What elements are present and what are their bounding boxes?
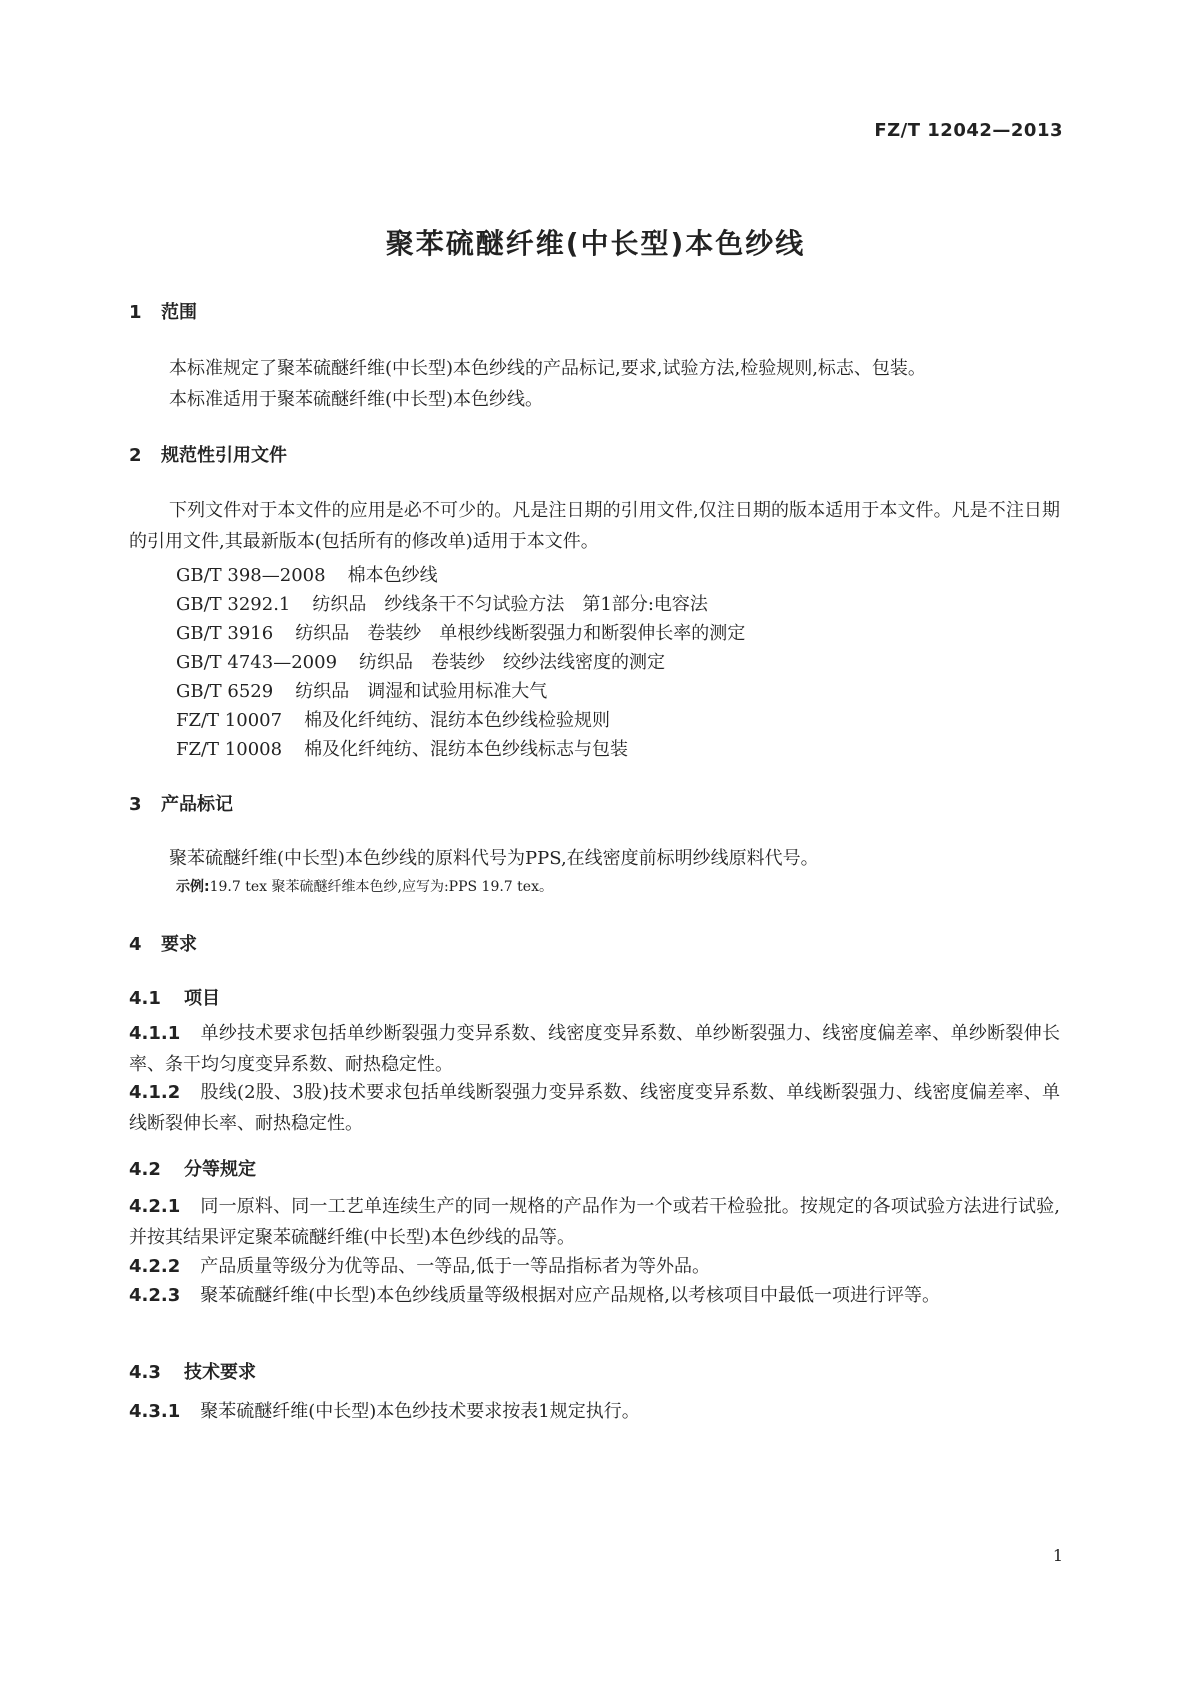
subsection-4-3-heading bbox=[129, 1358, 256, 1384]
reference-title: 纺织品 卷装纱 绞纱法线密度的测定 bbox=[359, 652, 666, 673]
clause-number: 4.2.2 bbox=[129, 1256, 181, 1277]
clause-number: 4.2.3 bbox=[129, 1285, 181, 1306]
reference-item bbox=[176, 648, 665, 674]
clause-4-1-2 bbox=[129, 1077, 1060, 1139]
reference-code: FZ/T 10008 bbox=[176, 739, 283, 760]
reference-item bbox=[176, 706, 610, 732]
section-title: 要求 bbox=[161, 934, 197, 955]
section-3-paragraph: 聚苯硫醚纤维(中长型)本色纱线的原料代号为PPS,在线密度前标明纱线原料代号。 bbox=[169, 848, 819, 869]
section-1-heading bbox=[129, 298, 197, 324]
standard-code: FZ/T 12042—2013 bbox=[874, 120, 1063, 141]
section-number: 4 bbox=[129, 934, 142, 955]
clause-4-2-3 bbox=[129, 1280, 1060, 1311]
section-title: 范围 bbox=[161, 302, 197, 323]
reference-item bbox=[176, 735, 628, 761]
reference-code: GB/T 398—2008 bbox=[176, 565, 326, 586]
section-2-intro: 下列文件对于本文件的应用是必不可少的。凡是注日期的引用文件,仅注日期的版本适用于本文件。凡是不注日期的引用文件,其最新版本(包括所有的修改单)适用于本文件。 bbox=[129, 500, 1060, 552]
subsection-title: 项目 bbox=[184, 988, 220, 1009]
reference-title: 棉本色纱线 bbox=[347, 565, 438, 586]
clause-text: 股线(2股、3股)技术要求包括单线断裂强力变异系数、线密度变异系数、单线断裂强力、线密度偏差率、单线断裂伸长率、耐热稳定性。 bbox=[129, 1082, 1060, 1134]
section-1-paragraph-1: 本标准规定了聚苯硫醚纤维(中长型)本色纱线的产品标记,要求,试验方法,检验规则,标志、包装。 bbox=[169, 358, 926, 379]
example-note bbox=[176, 876, 553, 896]
clause-number: 4.1.1 bbox=[129, 1023, 181, 1044]
reference-code: GB/T 3916 bbox=[176, 623, 274, 644]
reference-item bbox=[176, 561, 438, 587]
reference-item bbox=[176, 590, 708, 616]
clause-text: 聚苯硫醚纤维(中长型)本色纱线质量等级根据对应产品规格,以考核项目中最低一项进行评等。 bbox=[200, 1285, 941, 1306]
subsection-number: 4.2 bbox=[129, 1159, 161, 1180]
reference-title: 纺织品 卷装纱 单根纱线断裂强力和断裂伸长率的测定 bbox=[295, 623, 746, 644]
reference-code: GB/T 4743—2009 bbox=[176, 652, 338, 673]
clause-4-1-1 bbox=[129, 1018, 1060, 1080]
example-text: 19.7 tex 聚苯硫醚纤维本色纱,应写为:PPS 19.7 tex。 bbox=[209, 879, 553, 895]
section-4-heading bbox=[129, 930, 197, 956]
reference-item bbox=[176, 677, 547, 703]
clause-number: 4.2.1 bbox=[129, 1196, 181, 1217]
subsection-number: 4.3 bbox=[129, 1362, 161, 1383]
subsection-4-1-heading bbox=[129, 984, 220, 1010]
subsection-title: 分等规定 bbox=[184, 1159, 256, 1180]
section-number: 3 bbox=[129, 794, 142, 815]
reference-code: GB/T 3292.1 bbox=[176, 594, 291, 615]
clause-4-2-1 bbox=[129, 1191, 1060, 1253]
section-number: 1 bbox=[129, 302, 142, 323]
section-3-heading bbox=[129, 790, 233, 816]
clause-4-2-2 bbox=[129, 1251, 1060, 1282]
clause-4-3-1 bbox=[129, 1396, 1060, 1427]
clause-text: 聚苯硫醚纤维(中长型)本色纱技术要求按表1规定执行。 bbox=[200, 1401, 640, 1422]
clause-number: 4.3.1 bbox=[129, 1401, 181, 1422]
reference-code: GB/T 6529 bbox=[176, 681, 274, 702]
subsection-title: 技术要求 bbox=[184, 1362, 256, 1383]
reference-item bbox=[176, 619, 745, 645]
reference-title: 纺织品 纱线条干不匀试验方法 第1部分:电容法 bbox=[312, 594, 708, 615]
clause-text: 产品质量等级分为优等品、一等品,低于一等品指标者为等外品。 bbox=[200, 1256, 710, 1277]
section-title: 产品标记 bbox=[161, 794, 233, 815]
clause-number: 4.1.2 bbox=[129, 1082, 181, 1103]
section-2-heading bbox=[129, 441, 287, 467]
document-title: 聚苯硫醚纤维(中长型)本色纱线 bbox=[385, 227, 806, 260]
reference-title: 纺织品 调湿和试验用标准大气 bbox=[295, 681, 548, 702]
page-number: 1 bbox=[1052, 1546, 1063, 1565]
reference-code: FZ/T 10007 bbox=[176, 710, 283, 731]
section-title: 规范性引用文件 bbox=[161, 445, 287, 466]
example-label: 示例: bbox=[176, 879, 210, 895]
subsection-4-2-heading bbox=[129, 1155, 256, 1181]
reference-title: 棉及化纤纯纺、混纺本色纱线标志与包装 bbox=[304, 739, 629, 760]
clause-text: 同一原料、同一工艺单连续生产的同一规格的产品作为一个或若干检验批。按规定的各项试验方法进行试验,并按其结果评定聚苯硫醚纤维(中长型)本色纱线的品等。 bbox=[129, 1196, 1060, 1248]
section-1-paragraph-2: 本标准适用于聚苯硫醚纤维(中长型)本色纱线。 bbox=[169, 389, 544, 410]
clause-text: 单纱技术要求包括单纱断裂强力变异系数、线密度变异系数、单纱断裂强力、线密度偏差率、单纱断裂伸长率、条干均匀度变异系数、耐热稳定性。 bbox=[129, 1023, 1060, 1075]
section-number: 2 bbox=[129, 445, 142, 466]
reference-title: 棉及化纤纯纺、混纺本色纱线检验规则 bbox=[304, 710, 611, 731]
subsection-number: 4.1 bbox=[129, 988, 161, 1009]
